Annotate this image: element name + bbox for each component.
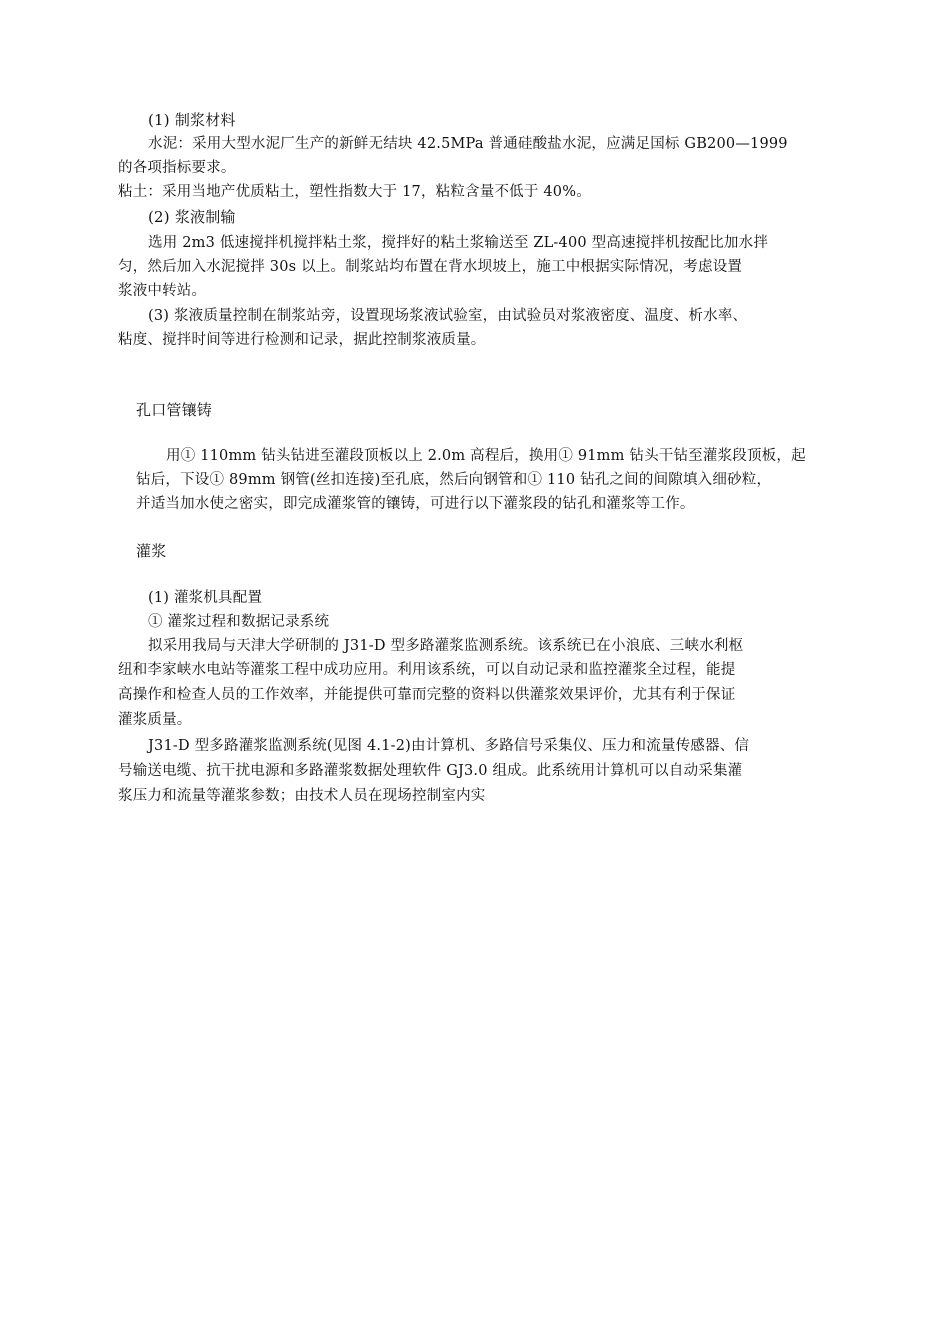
section-heading-grouting: 灌浆 <box>136 542 167 560</box>
paragraph-line: 水泥：采用大型水泥厂生产的新鲜无结块 42.5MPa 普通硅酸盐水泥，应满足国标 GB200—1999 <box>148 136 788 152</box>
subheading: ① 灌浆过程和数据记录系统 <box>148 614 330 630</box>
paragraph-line: 浆压力和流量等灌浆参数；由技术人员在现场控制室内实 <box>118 788 486 804</box>
paragraph-line: 号输送电缆、抗干扰电源和多路灌浆数据处理软件 GJ3.0 组成。此系统用计算机可以自动采集灌 <box>118 763 743 779</box>
paragraph-line: 浆液中转站。 <box>118 283 207 299</box>
paragraph-line: 灌浆质量。 <box>118 712 192 728</box>
paragraph-line: 粘度、搅拌时间等进行检测和记录，据此控制浆液质量。 <box>118 332 486 348</box>
section-heading-casting: 孔口管镶铸 <box>136 401 213 419</box>
paragraph-line: 钻后，下设① 89mm 钢管(丝扣连接)至孔底，然后向钢管和① 110 钻孔之间的间隙填入细砂粒， <box>136 472 772 488</box>
section-heading-mixing: (2) 浆液制输 <box>148 208 236 226</box>
paragraph-line: 拟采用我局与天津大学研制的 J31-D 型多路灌浆监测系统。该系统已在小浪底、三峡水利枢 <box>148 638 744 654</box>
paragraph-line: (3) 浆液质量控制在制浆站旁，设置现场浆液试验室，由试验员对浆液密度、温度、析水率、 <box>148 308 748 324</box>
paragraph-line: 纽和李家峡水电站等灌浆工程中成功应用。利用该系统，可以自动记录和监控灌浆全过程，能提 <box>118 662 736 678</box>
paragraph-line: 用① 110mm 钻头钻进至灌段顶板以上 2.0m 高程后，换用① 91mm 钻头干钻至灌浆段顶板，起 <box>166 448 806 464</box>
subheading: (1) 灌浆机具配置 <box>148 590 263 606</box>
paragraph-line: 并适当加水使之密实，即完成灌浆管的镶铸，可进行以下灌浆段的钻孔和灌浆等工作。 <box>136 496 695 512</box>
paragraph-line: 选用 2m3 低速搅拌机搅拌粘土浆，搅拌好的粘土浆输送至 ZL-400 型高速搅拌机按配比加水拌 <box>148 235 769 251</box>
paragraph-line: J31-D 型多路灌浆监测系统(见图 4.1-2)由计算机、多路信号采集仪、压力和流量传感器、信 <box>148 738 750 754</box>
paragraph-line: 匀，然后加入水泥搅拌 30s 以上。制浆站均布置在背水坝坡上，施工中根据实际情况，考虑设置 <box>118 259 743 275</box>
paragraph-line: 高操作和检查人员的工作效率，并能提供可靠而完整的资料以供灌浆效果评价，尤其有利于保证 <box>118 687 736 703</box>
paragraph-line: 粘土：采用当地产优质粘土，塑性指数大于 17，粘粒含量不低于 40%。 <box>118 184 591 200</box>
paragraph-line: 的各项指标要求。 <box>118 160 236 176</box>
section-heading-material: (1) 制浆材料 <box>148 111 236 129</box>
